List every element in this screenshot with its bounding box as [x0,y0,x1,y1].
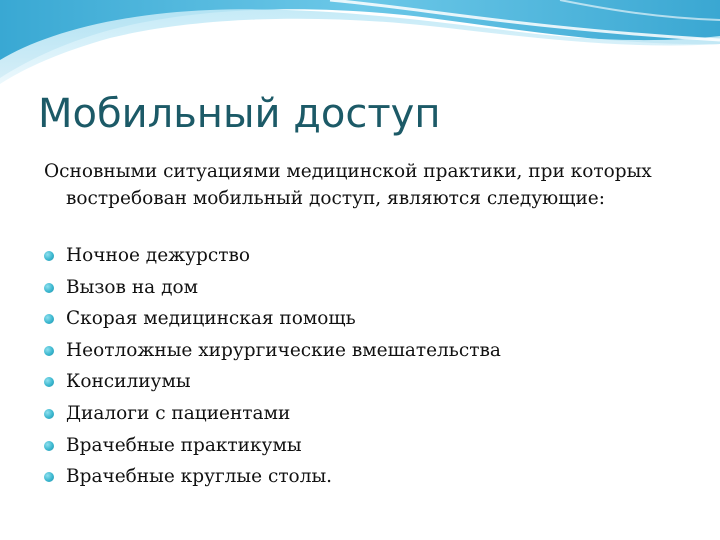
list-item-text: Врачебные практикумы [66,434,302,456]
list-item-text: Консилиумы [66,371,191,393]
list-item-text: Врачебные круглые столы. [66,466,333,488]
list-item-text: Ночное дежурство [66,245,251,266]
list-item [44,335,674,367]
list-item [44,461,674,493]
round-bullet-icon [44,251,54,261]
round-bullet-icon [44,314,54,324]
list-item-text: Вызов на дом [66,276,199,298]
top-wave-decoration [0,0,720,90]
list-item-text: Неотложные хирургические вмешательства [66,339,501,361]
round-bullet-icon [44,409,54,419]
list-item [44,398,674,430]
round-bullet-icon [44,283,54,293]
bullet-list [44,240,674,493]
list-item-text: Скорая медицинская помощь [66,308,356,330]
round-bullet-icon [44,377,54,387]
list-item [44,303,674,335]
round-bullet-icon [44,441,54,451]
list-item [44,366,674,398]
round-bullet-icon [44,346,54,356]
list-item [44,430,674,462]
list-item [44,240,674,272]
list-item-text: Диалоги с пациентами [66,402,291,424]
round-bullet-icon [44,472,54,482]
intro-paragraph: Основными ситуациями медицинской практики, при которых востребован мобильный доступ, являются следующие: [44,161,652,209]
slide-title: Мобильный доступ [38,91,441,137]
list-item [44,272,674,304]
